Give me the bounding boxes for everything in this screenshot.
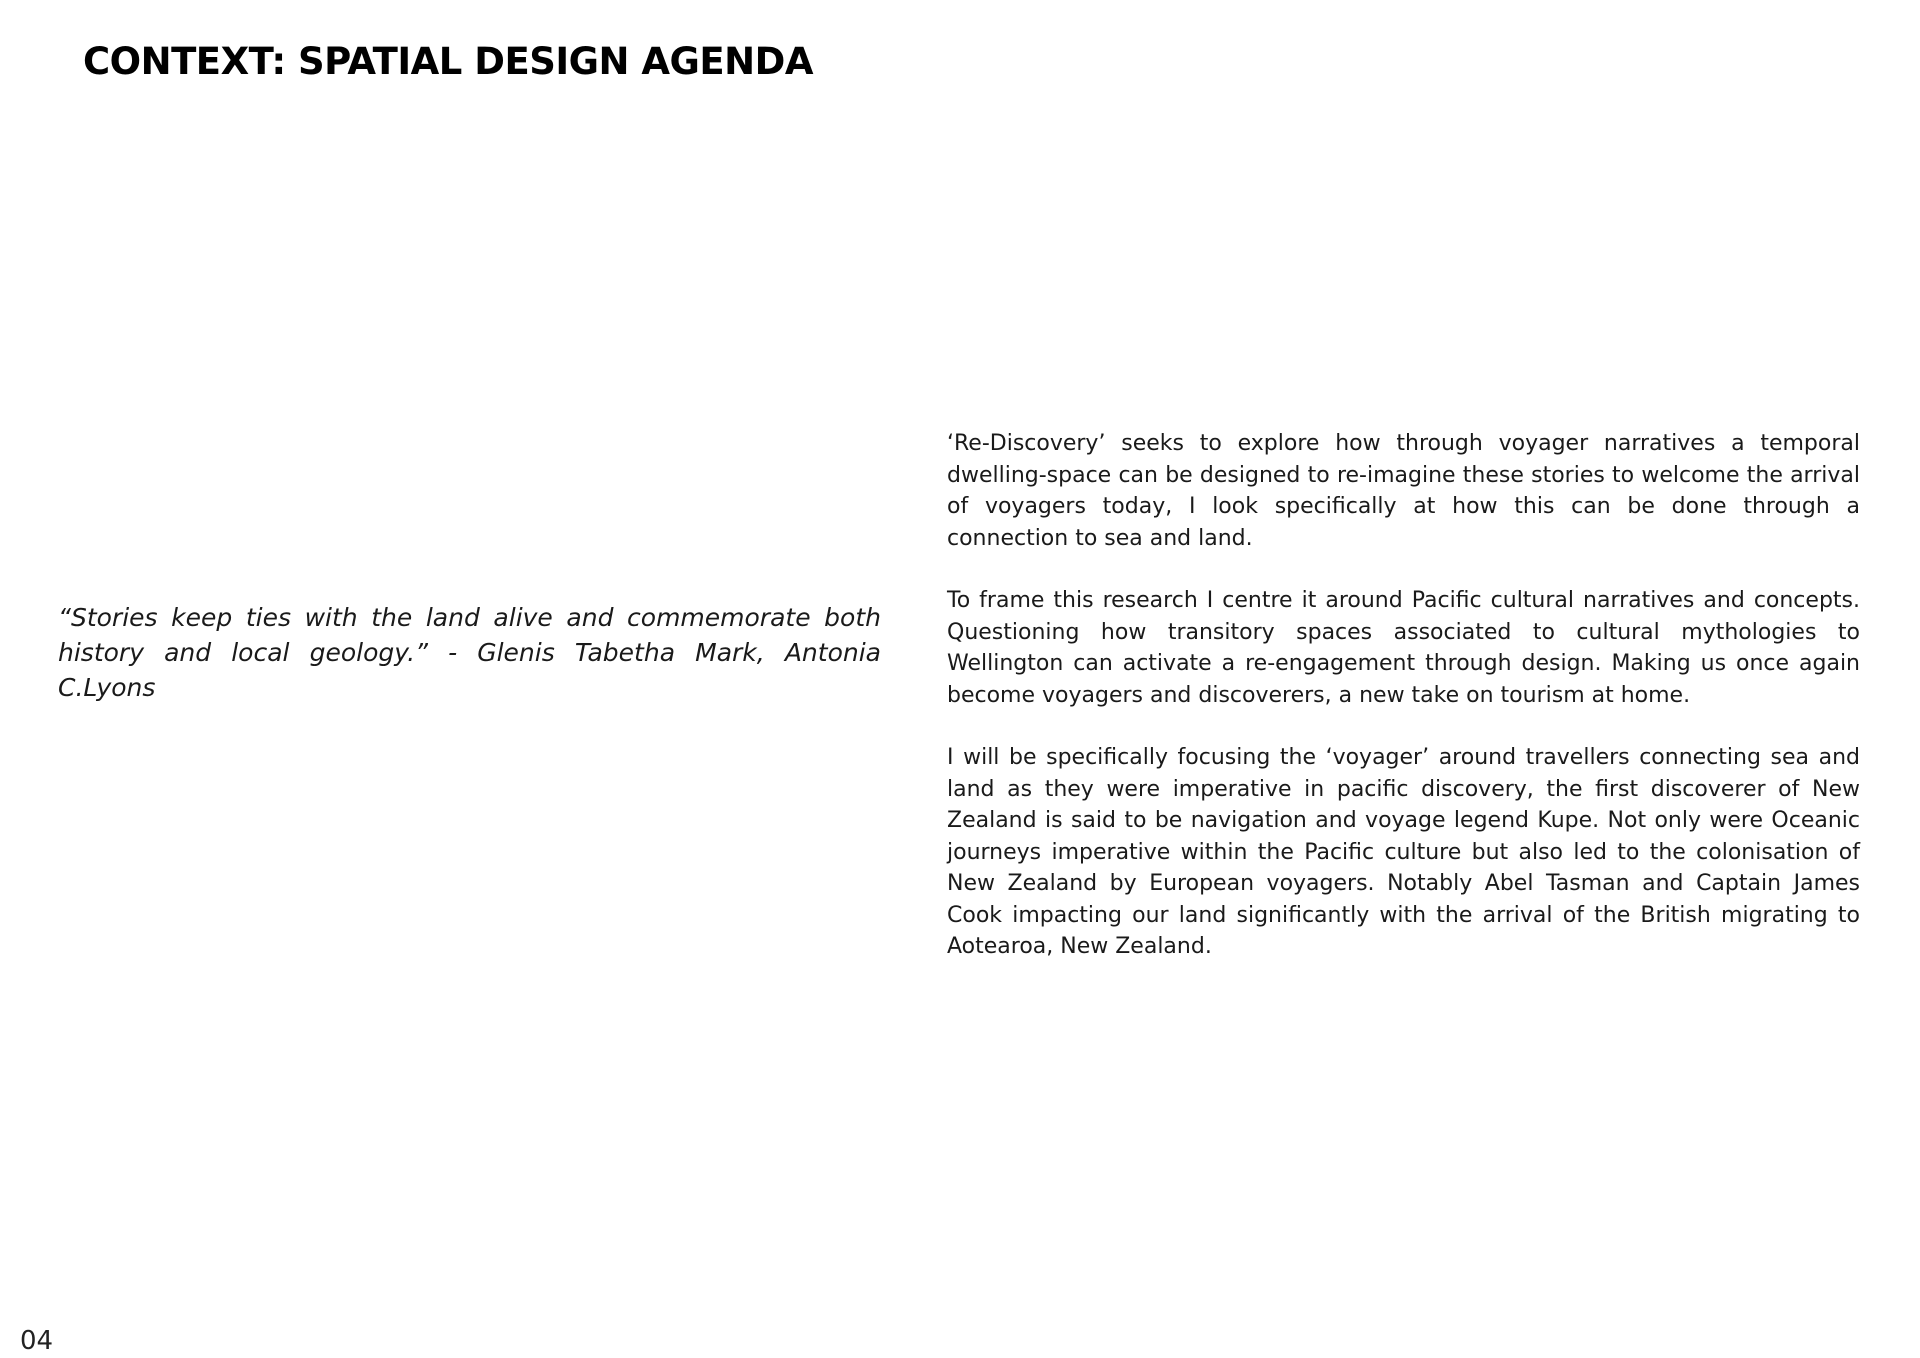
page-title: CONTEXT: SPATIAL DESIGN AGENDA xyxy=(83,40,813,83)
paragraph-research-frame: To frame this research I centre it around Pacific cultural narratives and concepts. Questioning how transitory spaces associated to cultural mythologies to Wellington can activate a re-engagement through design. Making us once again become voyagers and discoverers, a new take on tourism at home. xyxy=(947,588,1860,708)
paragraph-voyager-focus: I will be specifically focusing the ‘voyager’ around travellers connecting sea and land as they were imperative in pacific discovery, the first discoverer of New Zealand is said to be navigation and voyage legend Kupe. Not only were Oceanic journeys imperative within the Pacific culture but also led to the colonisation of New Zealand by European voyagers. Notably Abel Tasman and Captain James Cook impacting our land significantly with the arrival of the British migrating to Aotearoa, New Zealand. xyxy=(947,745,1860,959)
paragraph-rediscovery: ‘Re-Discovery’ seeks to explore how through voyager narratives a temporal dwelling-space can be designed to re-imagine these stories to welcome the arrival of voyagers today, I look specifically at how this can be done through a connection to sea and land. xyxy=(947,431,1860,551)
body-text xyxy=(947,428,1860,994)
page-number: 04 xyxy=(20,1326,54,1356)
pull-quote: “Stories keep ties with the land alive and commemorate both history and local geology.” - Glenis Tabetha Mark, Antonia C.Lyons xyxy=(58,603,881,702)
